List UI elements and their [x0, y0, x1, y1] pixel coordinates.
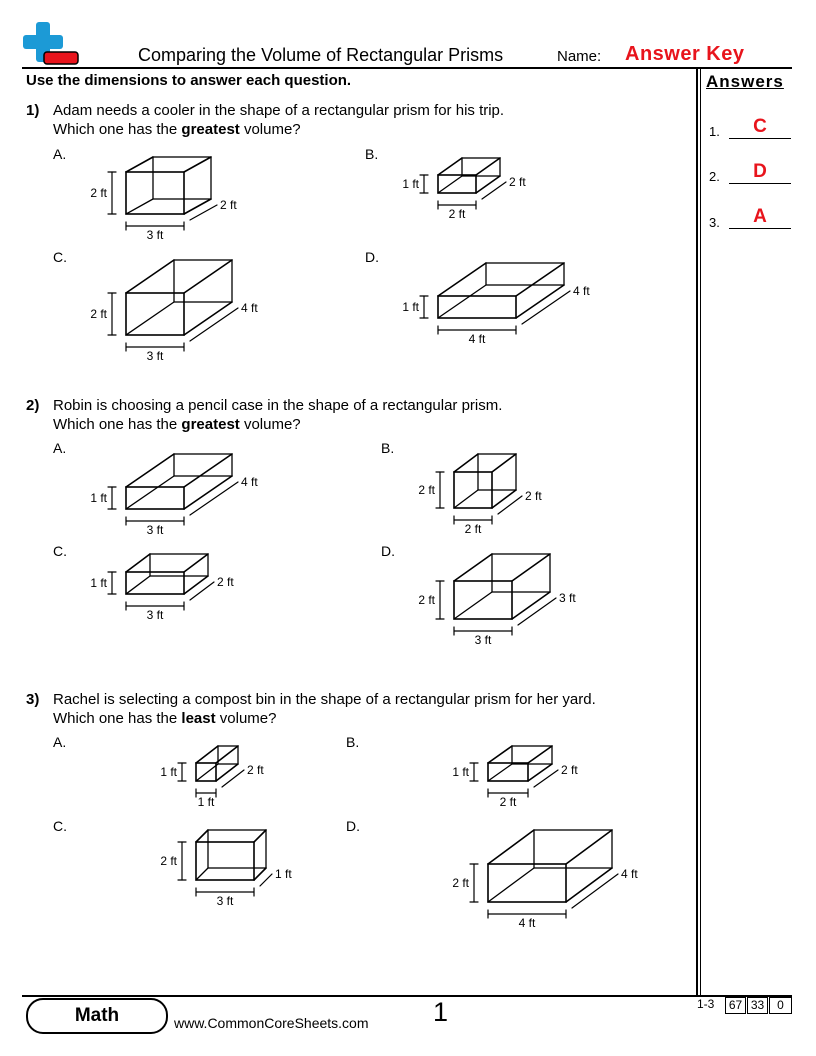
prism-edge [184, 576, 208, 594]
prism-edge [512, 592, 550, 619]
prism-front-face [438, 175, 476, 193]
prism-back-face [512, 746, 552, 764]
page-number: 1 [433, 997, 449, 1027]
stat-box: 33 [747, 997, 768, 1014]
prism-edge [454, 454, 478, 472]
width-label: 1 ft [197, 795, 215, 809]
question-keyword: greatest [181, 416, 240, 433]
depth-label: 2 ft [217, 575, 234, 589]
question-number: 1) [26, 102, 40, 119]
prism-edge [184, 454, 232, 487]
prism-edge [184, 157, 211, 172]
page-title: Comparing the Volume of Rectangular Prisms [138, 45, 504, 65]
prism-edge [126, 454, 174, 487]
question-number: 2) [26, 397, 40, 414]
subject-badge [26, 998, 168, 1034]
stat-box: 0 [769, 997, 792, 1014]
prism-edge [516, 285, 564, 318]
prism-back-face [462, 158, 500, 176]
height-label: 2 ft [418, 483, 435, 497]
prism-edge [254, 830, 266, 842]
answer-num: 2. [709, 169, 720, 184]
prism-edge [566, 830, 612, 864]
prism-front-face [438, 296, 516, 318]
prism-edge [438, 176, 462, 193]
prism-edge [184, 554, 208, 572]
prism-edge [528, 764, 552, 781]
prism-edge [488, 764, 512, 781]
subject-label: Math [74, 1005, 120, 1026]
answer-value: C [753, 116, 767, 137]
width-label: 4 ft [518, 916, 536, 930]
answer-num: 1. [709, 124, 720, 139]
name-label: Name: [557, 48, 602, 65]
instructions: Use the dimensions to answer each question. [26, 72, 352, 89]
depth-label: 2 ft [525, 489, 542, 503]
depth-marker [190, 205, 217, 220]
prism-edge [216, 764, 238, 781]
prism-edge [196, 868, 208, 880]
option-label: B. [381, 440, 395, 456]
depth-label: 3 ft [559, 591, 576, 605]
depth-marker [190, 308, 238, 341]
depth-label: 2 ft [561, 763, 578, 777]
question-line-1: Adam needs a cooler in the shape of a rectangular prism for his trip. [53, 102, 505, 119]
height-label: 1 ft [90, 576, 107, 590]
stat-box: 67 [725, 997, 746, 1014]
prism-edge [184, 260, 232, 293]
option-label: B. [365, 146, 379, 162]
depth-label: 1 ft [275, 867, 292, 881]
prism-back-face [208, 830, 266, 868]
prism-edge [184, 199, 211, 214]
prism-edge [438, 285, 486, 318]
prism-edge [126, 199, 153, 214]
width-label: 3 ft [146, 228, 164, 242]
prism-front-face [126, 172, 184, 214]
prism-front-face [126, 572, 184, 594]
width-label: 4 ft [468, 332, 486, 346]
prism-front-face [196, 842, 254, 880]
prism-edge [476, 176, 500, 193]
depth-marker [190, 582, 214, 600]
height-label: 2 ft [418, 593, 435, 607]
height-label: 2 ft [90, 307, 107, 321]
width-label: 2 ft [448, 207, 466, 221]
answer-num: 3. [709, 215, 720, 230]
question-keyword: least [181, 710, 216, 727]
depth-marker [572, 874, 618, 908]
width-label: 3 ft [146, 523, 164, 537]
width-label: 3 ft [146, 608, 164, 622]
prism-edge [438, 263, 486, 296]
prism-edge [126, 302, 174, 335]
question-line-2-pre: Which one has the [53, 416, 182, 433]
prism-edge [566, 868, 612, 902]
height-label: 2 ft [90, 186, 107, 200]
prism-edge [492, 490, 516, 508]
height-label: 2 ft [452, 876, 469, 890]
answer-value: A [753, 206, 767, 227]
prism-edge [196, 764, 218, 781]
depth-marker [482, 182, 506, 199]
question-line-2-post: volume? [239, 416, 301, 433]
prism-edge [126, 576, 150, 594]
width-label: 3 ft [216, 894, 234, 908]
answer-key-label: Answer Key [625, 43, 745, 65]
question-range: 1-3 [697, 997, 715, 1011]
prism-front-face [488, 864, 566, 902]
prism-back-face [534, 830, 612, 868]
depth-label: 4 ft [241, 301, 258, 315]
depth-label: 2 ft [247, 763, 264, 777]
prism-back-face [486, 263, 564, 285]
option-label: C. [53, 543, 67, 559]
option-label: A. [53, 440, 67, 456]
prism-edge [476, 158, 500, 175]
prism-edge [126, 157, 153, 172]
question-line-1: Rachel is selecting a compost bin in the shape of a rectangular prism for her yard. [53, 691, 596, 708]
prism-front-face [488, 763, 528, 781]
depth-label: 4 ft [241, 475, 258, 489]
height-label: 1 ft [90, 491, 107, 505]
height-label: 1 ft [452, 765, 469, 779]
prism-edge [196, 830, 208, 842]
option-label: B. [346, 734, 360, 750]
prism-edge [488, 746, 512, 763]
prism-edge [438, 158, 462, 175]
answers-heading: Answers [706, 72, 784, 91]
question-line-1: Robin is choosing a pencil case in the shape of a rectangular prism. [53, 397, 503, 414]
width-label: 3 ft [474, 633, 492, 647]
depth-label: 2 ft [509, 175, 526, 189]
prism-back-face [174, 454, 232, 476]
option-label: D. [365, 249, 379, 265]
prism-edge [488, 830, 534, 864]
option-label: A. [53, 146, 67, 162]
prism-edge [528, 746, 552, 763]
height-label: 1 ft [402, 177, 419, 191]
height-label: 1 ft [402, 300, 419, 314]
depth-marker [534, 770, 558, 787]
question-line-2-pre: Which one has the [53, 710, 182, 727]
prism-edge [492, 454, 516, 472]
option-label: A. [53, 734, 67, 750]
depth-label: 2 ft [220, 198, 237, 212]
depth-marker [190, 482, 238, 515]
prism-edge [454, 490, 478, 508]
option-label: D. [346, 818, 360, 834]
prism-edge [126, 554, 150, 572]
depth-marker [260, 874, 272, 886]
depth-label: 4 ft [573, 284, 590, 298]
width-label: 2 ft [464, 522, 482, 536]
option-label: D. [381, 543, 395, 559]
prism-edge [454, 592, 492, 619]
prism-edge [184, 476, 232, 509]
prism-edge [488, 868, 534, 902]
question-line-2-post: volume? [215, 710, 277, 727]
prism-edge [512, 554, 550, 581]
prism-edge [254, 868, 266, 880]
prism-edge [184, 302, 232, 335]
option-label: C. [53, 249, 67, 265]
option-label: C. [53, 818, 67, 834]
prism-edge [454, 554, 492, 581]
depth-marker [222, 770, 244, 787]
height-label: 1 ft [160, 765, 177, 779]
prism-front-face [126, 487, 184, 509]
width-label: 3 ft [146, 349, 164, 363]
question-line-2-pre: Which one has the [53, 121, 182, 138]
footer-url: www.CommonCoreSheets.com [174, 1015, 369, 1031]
depth-marker [498, 496, 522, 514]
prism-back-face [153, 157, 211, 199]
answer-value: D [753, 161, 767, 182]
prism-edge [126, 476, 174, 509]
prism-edge [196, 746, 218, 763]
question-number: 3) [26, 691, 40, 708]
prism-edge [216, 746, 238, 763]
question-line-2-post: volume? [239, 121, 301, 138]
depth-marker [522, 291, 570, 324]
depth-label: 4 ft [621, 867, 638, 881]
height-label: 2 ft [160, 854, 177, 868]
question-keyword: greatest [181, 121, 240, 138]
prism-edge [516, 263, 564, 296]
prism-edge [126, 260, 174, 293]
width-label: 2 ft [499, 795, 517, 809]
